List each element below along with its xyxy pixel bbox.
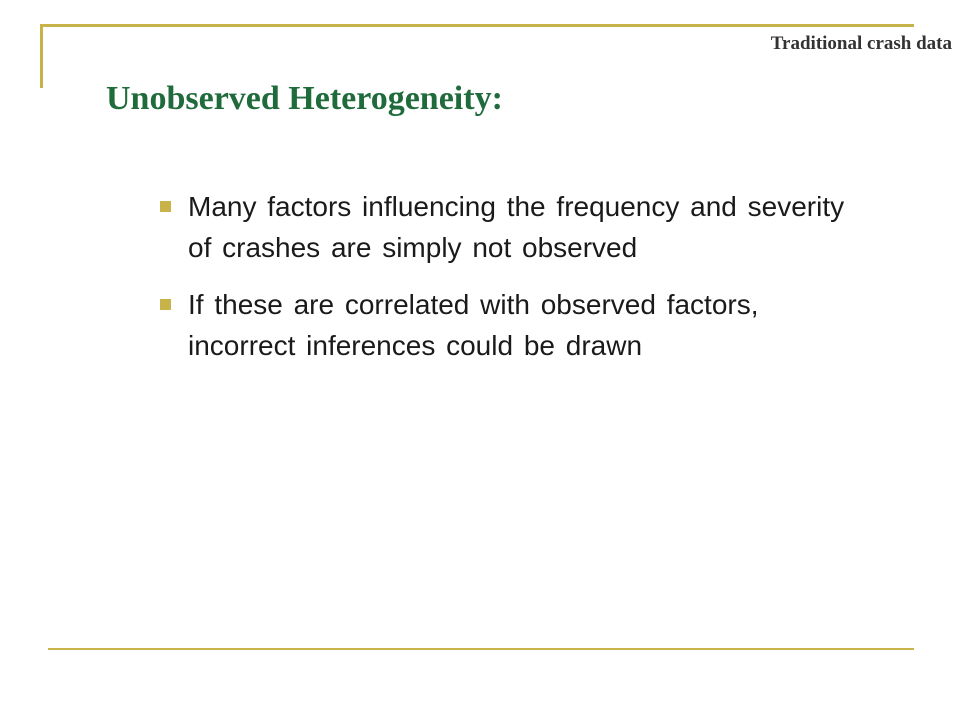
section-label: Traditional crash data: [770, 33, 952, 54]
bullet-text: Many factors influencing the frequency and severity of crashes are simply not observed: [188, 191, 845, 263]
bullet-text: If these are correlated with observed factors, incorrect inferences could be drawn: [188, 289, 759, 361]
slide-title: Unobserved Heterogeneity:: [106, 80, 503, 117]
top-rule: [40, 24, 914, 27]
square-bullet-icon: [160, 299, 171, 310]
bullet-list: [160, 186, 850, 382]
bottom-rule: [48, 648, 914, 650]
bullet-item: [160, 284, 850, 366]
left-rule: [40, 24, 43, 88]
bullet-item: [160, 186, 850, 268]
square-bullet-icon: [160, 201, 171, 212]
